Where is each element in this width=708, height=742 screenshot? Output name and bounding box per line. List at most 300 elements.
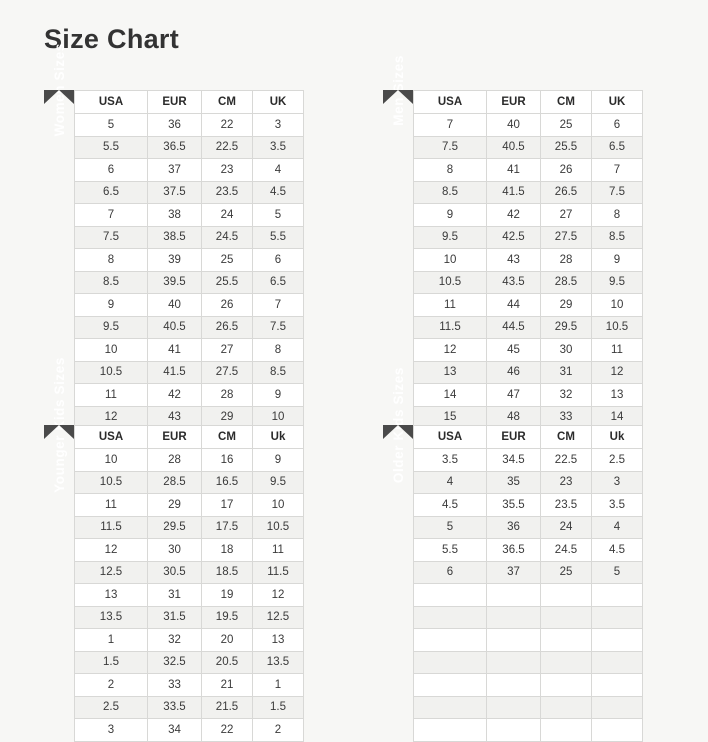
cell-usa: 4.5	[414, 494, 487, 517]
table-row	[75, 561, 304, 584]
column-header-uk: UK	[253, 91, 304, 114]
cell-uk: 5	[253, 204, 304, 227]
column-header-cm: CM	[202, 91, 253, 114]
ribbon-tail-men	[383, 90, 413, 104]
cell-eur: 36	[487, 516, 541, 539]
cell-eur: 43.5	[487, 271, 541, 294]
cell-cm: 32	[541, 384, 592, 407]
cell-eur: 42.5	[487, 226, 541, 249]
cell-usa: 9	[414, 204, 487, 227]
cell-uk: 7.5	[253, 316, 304, 339]
cell-usa: 8	[414, 159, 487, 182]
table-row	[75, 674, 304, 697]
cell-usa	[414, 719, 487, 742]
table-row	[414, 561, 643, 584]
cell-uk: 8.5	[253, 361, 304, 384]
table-header-row	[75, 426, 304, 449]
cell-cm: 24.5	[541, 539, 592, 562]
cell-cm: 24.5	[202, 226, 253, 249]
cell-uk: 10.5	[253, 516, 304, 539]
table-row	[75, 651, 304, 674]
cell-uk	[592, 651, 643, 674]
cell-eur: 36	[148, 114, 202, 137]
cell-cm	[541, 606, 592, 629]
cell-eur: 37.5	[148, 181, 202, 204]
table-row	[75, 719, 304, 742]
table-row	[414, 719, 643, 742]
cell-cm: 25	[541, 114, 592, 137]
cell-uk: 11	[253, 539, 304, 562]
table-row	[414, 339, 643, 362]
cell-cm: 27.5	[541, 226, 592, 249]
table-row	[75, 494, 304, 517]
column-header-usa: USA	[414, 426, 487, 449]
table-women	[74, 90, 304, 429]
cell-eur: 43	[148, 406, 202, 429]
cell-usa: 7.5	[414, 136, 487, 159]
table-row	[75, 136, 304, 159]
column-header-usa: USA	[75, 426, 148, 449]
cell-cm: 18.5	[202, 561, 253, 584]
cell-uk: 13.5	[253, 651, 304, 674]
cell-uk: 2.5	[592, 449, 643, 472]
cell-usa: 1.5	[75, 651, 148, 674]
cell-usa: 3	[75, 719, 148, 742]
cell-eur	[487, 696, 541, 719]
cell-eur: 41.5	[487, 181, 541, 204]
cell-usa: 5.5	[414, 539, 487, 562]
cell-eur: 32	[148, 629, 202, 652]
cell-eur: 40	[148, 294, 202, 317]
table-row	[414, 629, 643, 652]
table-row	[75, 159, 304, 182]
cell-cm: 27	[541, 204, 592, 227]
cell-usa	[414, 606, 487, 629]
table-older-kids	[413, 425, 643, 742]
cell-usa: 10.5	[414, 271, 487, 294]
column-header-eur: EUR	[487, 91, 541, 114]
table-row	[75, 606, 304, 629]
table-younger-kids	[74, 425, 304, 742]
table-row	[414, 384, 643, 407]
cell-uk: 4	[592, 516, 643, 539]
cell-cm: 24	[202, 204, 253, 227]
cell-cm: 23	[541, 471, 592, 494]
cell-uk	[592, 696, 643, 719]
cell-uk: 11	[592, 339, 643, 362]
cell-uk: 9	[592, 249, 643, 272]
cell-uk: 13	[592, 384, 643, 407]
ribbon-text-men: Men Sizes	[390, 54, 406, 126]
cell-usa: 7	[414, 114, 487, 137]
cell-usa: 8	[75, 249, 148, 272]
cell-eur: 36.5	[148, 136, 202, 159]
table-row	[414, 516, 643, 539]
cell-uk: 13	[253, 629, 304, 652]
cell-uk: 8	[253, 339, 304, 362]
cell-usa: 12	[414, 339, 487, 362]
cell-uk: 3	[592, 471, 643, 494]
column-header-uk: Uk	[592, 426, 643, 449]
cell-uk: 9	[253, 449, 304, 472]
cell-eur	[487, 584, 541, 607]
table-row	[75, 339, 304, 362]
cell-uk: 6	[253, 249, 304, 272]
cell-cm	[541, 696, 592, 719]
cell-uk: 12	[253, 584, 304, 607]
table-header-row	[75, 91, 304, 114]
table-row	[75, 249, 304, 272]
table-row	[75, 361, 304, 384]
cell-usa: 3.5	[414, 449, 487, 472]
cell-eur: 35.5	[487, 494, 541, 517]
table-row	[75, 696, 304, 719]
cell-cm: 26.5	[202, 316, 253, 339]
cell-eur: 47	[487, 384, 541, 407]
cell-cm: 16.5	[202, 471, 253, 494]
cell-cm: 33	[541, 406, 592, 429]
cell-usa: 13	[414, 361, 487, 384]
cell-eur: 33.5	[148, 696, 202, 719]
cell-uk: 11.5	[253, 561, 304, 584]
cell-usa: 12.5	[75, 561, 148, 584]
cell-eur: 41	[148, 339, 202, 362]
table-row	[414, 674, 643, 697]
cell-cm: 23.5	[541, 494, 592, 517]
cell-uk: 3	[253, 114, 304, 137]
table-row	[414, 316, 643, 339]
ribbon-tail-older-kids	[383, 425, 413, 439]
cell-usa	[414, 651, 487, 674]
cell-cm: 25	[541, 561, 592, 584]
cell-eur: 36.5	[487, 539, 541, 562]
cell-usa: 2.5	[75, 696, 148, 719]
cell-cm: 22.5	[202, 136, 253, 159]
cell-cm: 25.5	[202, 271, 253, 294]
cell-uk: 9.5	[253, 471, 304, 494]
table-row	[414, 606, 643, 629]
cell-eur: 48	[487, 406, 541, 429]
cell-usa: 7	[75, 204, 148, 227]
cell-eur: 31.5	[148, 606, 202, 629]
cell-usa	[414, 584, 487, 607]
cell-cm: 28.5	[541, 271, 592, 294]
table-row	[75, 539, 304, 562]
table-row	[414, 294, 643, 317]
cell-eur	[487, 651, 541, 674]
cell-usa: 1	[75, 629, 148, 652]
cell-usa: 10.5	[75, 471, 148, 494]
cell-cm	[541, 651, 592, 674]
cell-uk: 6	[592, 114, 643, 137]
table-row	[75, 114, 304, 137]
cell-cm: 28	[202, 384, 253, 407]
cell-usa	[414, 696, 487, 719]
cell-usa: 5.5	[75, 136, 148, 159]
ribbon-tail-younger-kids	[44, 425, 74, 439]
cell-usa: 8.5	[75, 271, 148, 294]
cell-uk: 1	[253, 674, 304, 697]
table-row	[414, 159, 643, 182]
cell-cm: 19.5	[202, 606, 253, 629]
table-row	[414, 181, 643, 204]
cell-cm: 27	[202, 339, 253, 362]
cell-cm	[541, 674, 592, 697]
cell-uk: 10	[253, 406, 304, 429]
cell-eur: 40.5	[148, 316, 202, 339]
cell-eur: 42	[148, 384, 202, 407]
cell-cm: 24	[541, 516, 592, 539]
cell-usa: 13.5	[75, 606, 148, 629]
cell-cm: 29	[202, 406, 253, 429]
cell-cm: 29.5	[541, 316, 592, 339]
column-header-usa: USA	[75, 91, 148, 114]
cell-uk: 10	[592, 294, 643, 317]
cell-uk: 4.5	[253, 181, 304, 204]
cell-usa	[414, 629, 487, 652]
ribbon-text-women: Women Sizes	[51, 43, 67, 137]
cell-uk: 12	[592, 361, 643, 384]
cell-uk	[592, 629, 643, 652]
cell-uk: 7	[253, 294, 304, 317]
cell-usa: 10	[414, 249, 487, 272]
cell-usa: 5	[414, 516, 487, 539]
cell-eur: 30.5	[148, 561, 202, 584]
cell-uk: 4.5	[592, 539, 643, 562]
table-row	[75, 271, 304, 294]
cell-uk: 14	[592, 406, 643, 429]
cell-cm: 23	[202, 159, 253, 182]
table-row	[414, 361, 643, 384]
cell-eur: 45	[487, 339, 541, 362]
table-row	[414, 449, 643, 472]
cell-cm: 23.5	[202, 181, 253, 204]
column-header-cm: CM	[541, 426, 592, 449]
cell-uk: 2	[253, 719, 304, 742]
cell-eur: 28.5	[148, 471, 202, 494]
cell-eur: 46	[487, 361, 541, 384]
cell-uk: 6.5	[253, 271, 304, 294]
cell-uk: 4	[253, 159, 304, 182]
cell-usa: 9	[75, 294, 148, 317]
cell-uk: 12.5	[253, 606, 304, 629]
cell-usa: 10	[75, 339, 148, 362]
cell-eur: 37	[148, 159, 202, 182]
cell-eur	[487, 719, 541, 742]
ribbon-tail-women	[44, 90, 74, 104]
cell-usa: 2	[75, 674, 148, 697]
cell-eur: 41.5	[148, 361, 202, 384]
cell-eur	[487, 629, 541, 652]
cell-uk: 9	[253, 384, 304, 407]
cell-cm: 18	[202, 539, 253, 562]
cell-usa: 11.5	[75, 516, 148, 539]
cell-usa: 6	[414, 561, 487, 584]
cell-usa: 12	[75, 406, 148, 429]
cell-uk: 6.5	[592, 136, 643, 159]
table-row	[75, 204, 304, 227]
cell-usa: 9.5	[414, 226, 487, 249]
cell-usa: 11	[75, 384, 148, 407]
ribbon-text-older-kids: Older Kids Sizes	[390, 366, 406, 484]
table-row	[75, 226, 304, 249]
cell-eur: 38.5	[148, 226, 202, 249]
table-row	[414, 249, 643, 272]
cell-uk: 7.5	[592, 181, 643, 204]
cell-usa: 9.5	[75, 316, 148, 339]
table-row	[75, 629, 304, 652]
cell-cm: 26.5	[541, 181, 592, 204]
table-row	[414, 471, 643, 494]
cell-uk: 9.5	[592, 271, 643, 294]
table-row	[414, 204, 643, 227]
table-row	[75, 471, 304, 494]
cell-uk: 1.5	[253, 696, 304, 719]
cell-cm: 21	[202, 674, 253, 697]
cell-usa: 6.5	[75, 181, 148, 204]
cell-cm: 22	[202, 114, 253, 137]
cell-usa: 11	[75, 494, 148, 517]
cell-uk: 5	[592, 561, 643, 584]
table-row	[414, 584, 643, 607]
table-row	[75, 516, 304, 539]
cell-usa: 4	[414, 471, 487, 494]
cell-cm: 19	[202, 584, 253, 607]
cell-cm: 25.5	[541, 136, 592, 159]
cell-eur: 37	[487, 561, 541, 584]
table-row	[75, 449, 304, 472]
cell-usa: 10.5	[75, 361, 148, 384]
cell-uk: 10	[253, 494, 304, 517]
table-row	[414, 539, 643, 562]
cell-eur: 41	[487, 159, 541, 182]
cell-uk	[592, 719, 643, 742]
cell-eur: 33	[148, 674, 202, 697]
cell-cm: 21.5	[202, 696, 253, 719]
cell-cm: 16	[202, 449, 253, 472]
cell-eur: 35	[487, 471, 541, 494]
cell-cm: 17	[202, 494, 253, 517]
column-header-cm: CM	[202, 426, 253, 449]
cell-cm: 26	[541, 159, 592, 182]
table-row	[414, 114, 643, 137]
cell-uk: 5.5	[253, 226, 304, 249]
cell-usa: 8.5	[414, 181, 487, 204]
cell-cm: 28	[541, 249, 592, 272]
cell-cm: 29	[541, 294, 592, 317]
cell-eur: 44	[487, 294, 541, 317]
cell-usa: 7.5	[75, 226, 148, 249]
size-chart-men	[383, 54, 643, 429]
table-row	[75, 584, 304, 607]
cell-usa: 11	[414, 294, 487, 317]
cell-eur: 44.5	[487, 316, 541, 339]
column-header-eur: EUR	[148, 91, 202, 114]
cell-cm: 22	[202, 719, 253, 742]
cell-usa: 15	[414, 406, 487, 429]
cell-eur: 39.5	[148, 271, 202, 294]
cell-cm	[541, 629, 592, 652]
table-row	[75, 181, 304, 204]
cell-cm: 30	[541, 339, 592, 362]
cell-usa: 6	[75, 159, 148, 182]
table-row	[75, 384, 304, 407]
cell-eur: 43	[487, 249, 541, 272]
column-header-eur: EUR	[487, 426, 541, 449]
cell-usa: 12	[75, 539, 148, 562]
cell-eur: 34	[148, 719, 202, 742]
cell-eur	[487, 606, 541, 629]
cell-cm: 22.5	[541, 449, 592, 472]
table-row	[414, 136, 643, 159]
cell-cm: 17.5	[202, 516, 253, 539]
size-chart-women	[44, 43, 304, 429]
cell-eur: 29.5	[148, 516, 202, 539]
cell-uk: 8	[592, 204, 643, 227]
cell-usa: 5	[75, 114, 148, 137]
table-header-row	[414, 91, 643, 114]
cell-eur: 40.5	[487, 136, 541, 159]
column-header-cm: CM	[541, 91, 592, 114]
cell-cm: 31	[541, 361, 592, 384]
cell-cm: 25	[202, 249, 253, 272]
cell-eur: 39	[148, 249, 202, 272]
table-row	[75, 316, 304, 339]
cell-eur: 31	[148, 584, 202, 607]
cell-eur: 34.5	[487, 449, 541, 472]
ribbon-text-younger-kids: Younger Kids Sizes	[51, 357, 67, 493]
table-men	[413, 90, 643, 429]
cell-usa	[414, 674, 487, 697]
cell-eur	[487, 674, 541, 697]
cell-eur: 32.5	[148, 651, 202, 674]
table-row	[414, 494, 643, 517]
cell-eur: 30	[148, 539, 202, 562]
cell-uk: 3.5	[253, 136, 304, 159]
cell-usa: 14	[414, 384, 487, 407]
cell-cm: 20	[202, 629, 253, 652]
table-row	[414, 651, 643, 674]
cell-usa: 13	[75, 584, 148, 607]
page-title: Size Chart	[44, 24, 180, 54]
table-header-row	[414, 426, 643, 449]
table-row	[414, 226, 643, 249]
cell-uk	[592, 584, 643, 607]
table-row	[75, 294, 304, 317]
cell-uk: 8.5	[592, 226, 643, 249]
cell-uk	[592, 674, 643, 697]
cell-eur: 40	[487, 114, 541, 137]
table-row	[414, 271, 643, 294]
column-header-eur: EUR	[148, 426, 202, 449]
column-header-uk: Uk	[253, 426, 304, 449]
cell-usa: 11.5	[414, 316, 487, 339]
column-header-usa: USA	[414, 91, 487, 114]
cell-cm	[541, 584, 592, 607]
cell-cm	[541, 719, 592, 742]
cell-uk: 10.5	[592, 316, 643, 339]
column-header-uk: UK	[592, 91, 643, 114]
cell-cm: 20.5	[202, 651, 253, 674]
cell-cm: 26	[202, 294, 253, 317]
cell-eur: 42	[487, 204, 541, 227]
cell-eur: 28	[148, 449, 202, 472]
cell-eur: 38	[148, 204, 202, 227]
cell-eur: 29	[148, 494, 202, 517]
cell-usa: 10	[75, 449, 148, 472]
cell-uk: 7	[592, 159, 643, 182]
cell-uk: 3.5	[592, 494, 643, 517]
